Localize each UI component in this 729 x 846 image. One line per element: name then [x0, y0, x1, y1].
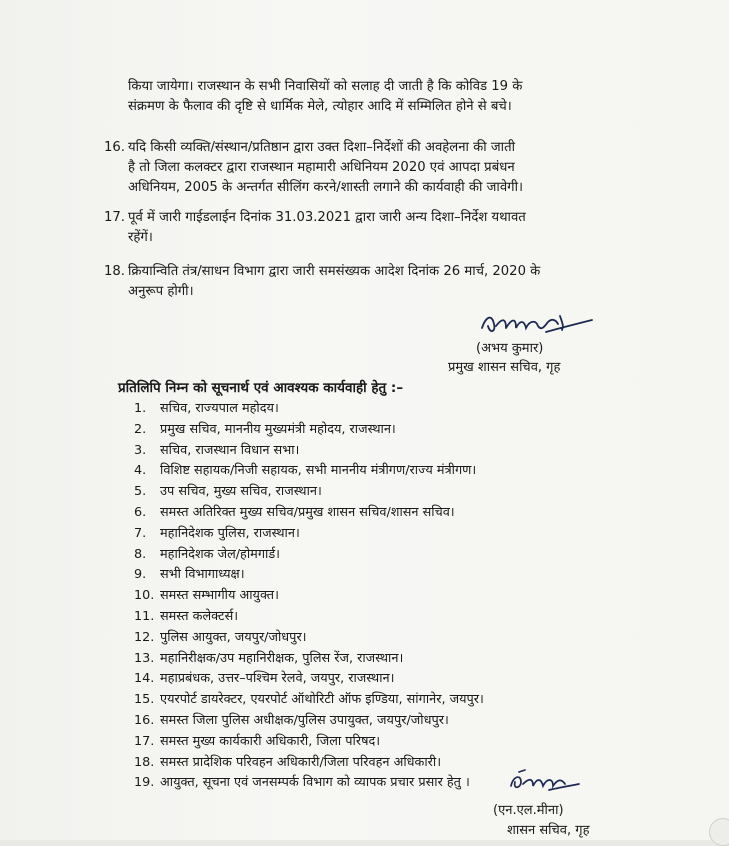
signatory-2-designation: शासन सचिव, गृह [507, 823, 590, 838]
copy-to-list [134, 398, 484, 793]
list-item: 5. उप सचिव, मुख्य सचिव, राजस्थान। [134, 484, 322, 500]
point-18-number: 18. [104, 264, 125, 279]
intro-paragraph [128, 77, 628, 117]
point-17-number: 17. [104, 210, 125, 225]
list-item: 3. सचिव, राजस्थान विधान सभा। [134, 442, 300, 458]
list-item: 1. सचिव, राज्यपाल महोदय। [134, 401, 279, 416]
point-16-line-2: है तो जिला कलक्टर द्वारा राजस्थान महामारी अधिनियम 2020 एवं आपदा प्रबंधन [128, 160, 515, 175]
list-item: 10. समस्त सम्भागीय आयुक्त। [134, 588, 279, 604]
list-item: 14. महाप्रबंधक, उत्तर–पश्चिम रेलवे, जयपुर, राजस्थान। [134, 671, 395, 687]
point-17-line-1: पूर्व में जारी गाईडलाईन दिनांक 31.03.2021 द्वारा जारी अन्य दिशा–निर्देश यथावत [128, 210, 526, 225]
list-item: 4. विशिष्ट सहायक/निजी सहायक, सभी माननीय मंत्रीगण/राज्य मंत्रीगण। [134, 463, 477, 479]
point-17-line-2: रहेंगें। [128, 230, 153, 245]
signature-mark-2 [505, 768, 585, 798]
signature-mark-1 [476, 306, 596, 340]
point-18-line-1: क्रियान्विति तंत्र/साधन विभाग द्वारा जारी समसंख्यक आदेश दिनांक 26 मार्च, 2020 के [128, 264, 541, 279]
list-item: 6. समस्त अतिरिक्त मुख्य सचिव/प्रमुख शासन सचिव/शासन सचिव। [134, 504, 455, 520]
signatory-2-name: (एन.एल.मीना) [493, 803, 564, 818]
list-item: 9. सभी विभागाध्यक्ष। [134, 567, 245, 583]
intro-line-2: संक्रमण के फैलाव की दृष्टि से धार्मिक मेले, त्योहार आदि में सम्मिलित होने से बचे। [128, 99, 512, 114]
list-item: 19. आयुक्त, सूचना एवं जनसम्पर्क विभाग को व्यापक प्रचार प्रसार हेतु । [134, 775, 470, 791]
list-item: 16. समस्त जिला पुलिस अधीक्षक/पुलिस उपायुक्त, जयपुर/जोधपुर। [134, 712, 449, 728]
page-scroll-indicator[interactable] [709, 818, 729, 846]
list-item: 2. प्रमुख सचिव, माननीय मुख्यमंत्री महोदय, राजस्थान। [134, 421, 396, 437]
signatory-1-designation: प्रमुख शासन सचिव, गृह [448, 360, 561, 375]
point-16-line-3: अधिनियम, 2005 के अन्तर्गत सीलिंग करने/शास्ती लगाने की कार्यवाही की जावेगी। [128, 180, 524, 195]
point-18-line-2: अनुरूप होगी। [128, 284, 194, 299]
list-item: 15. एयरपोर्ट डायरेक्टर, एयरपोर्ट ऑथोरिटी ऑफ इण्डिया, सांगानेर, जयपुर। [134, 692, 484, 708]
list-item: 12. पुलिस आयुक्त, जयपुर/जोधपुर। [134, 629, 307, 645]
list-item: 7. महानिदेशक पुलिस, राजस्थान। [134, 525, 300, 541]
point-17 [104, 208, 628, 248]
point-18 [104, 262, 628, 302]
list-item: 11. समस्त कलेक्टर्स। [134, 608, 239, 624]
copy-to-heading: प्रतिलिपि निम्न को सूचनार्थ एवं आवश्यक कार्यवाही हेतु :– [118, 380, 404, 396]
point-16-number: 16. [104, 140, 125, 155]
list-item: 13. महानिरीक्षक/उप महानिरीक्षक, पुलिस रेंज, राजस्थान। [134, 650, 404, 666]
intro-line-1: किया जायेगा। राजस्थान के सभी निवासियों को सलाह दी जाती है कि कोविड 19 के [128, 79, 523, 94]
list-item: 17. समस्त मुख्य कार्यकारी अधिकारी, जिला परिषद। [134, 733, 381, 749]
list-item: 8. महानिदेशक जेल/होमगार्ड। [134, 546, 281, 562]
signatory-1-name: (अभय कुमार) [476, 341, 544, 356]
point-16 [104, 138, 628, 198]
list-item: 18. समस्त प्रादेशिक परिवहन अधिकारी/जिला परिवहन अधिकारी। [134, 754, 442, 770]
point-16-line-1: यदि किसी व्यक्ति/संस्थान/प्रतिष्ठान द्वारा उक्त दिशा–निर्देशों की अवहेलना की जाती [128, 140, 516, 155]
